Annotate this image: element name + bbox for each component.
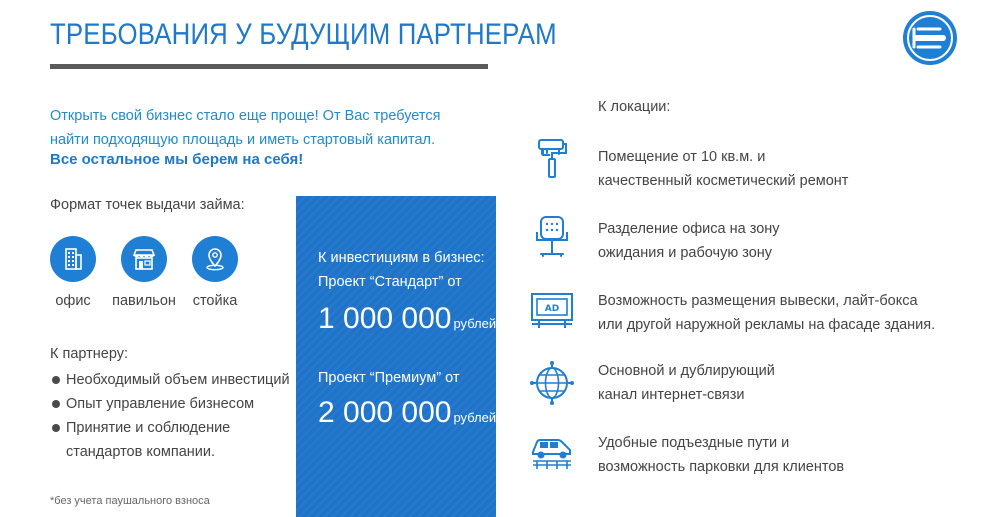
format-pavilion-label: павильон xyxy=(112,293,176,309)
svg-text:AD: AD xyxy=(544,304,560,314)
list-item: Необходимый объем инвестиций xyxy=(50,368,290,392)
intro-highlight: Все остальное мы берем на себя! xyxy=(50,151,304,168)
premium-project-label: Проект “Премиум” от xyxy=(318,370,460,386)
page-title: ТРЕБОВАНИЯ У БУДУЩИМ ПАРТНЕРАМ xyxy=(50,18,557,51)
location-item-4: Основной и дублирующий канал интернет-связи xyxy=(598,363,775,403)
list-item: Опыт управление бизнесом xyxy=(50,392,290,416)
footnote: *без учета паушального взноса xyxy=(50,495,210,507)
partner-label: К партнеру: xyxy=(50,346,129,362)
office-chair-icon xyxy=(529,214,575,260)
pavilion-icon xyxy=(131,246,157,272)
standard-project-amount: 1 000 000 рублей* xyxy=(318,302,502,335)
location-item-5: Удобные подъездные пути и возможность парковки для клиентов xyxy=(598,435,845,475)
company-logo-icon xyxy=(902,10,958,66)
location-item-1: Помещение от 10 кв.м. и качественный косметический ремонт xyxy=(598,149,849,189)
location-pin-icon xyxy=(202,246,228,272)
car-parking-icon xyxy=(529,428,575,474)
standard-project-label: Проект “Стандарт” от xyxy=(318,274,462,290)
intro-line-2: найти подходящую площадь и иметь стартовый капитал. xyxy=(50,132,436,148)
paint-roller-icon xyxy=(529,136,575,182)
list-item: Принятие и соблюдение стандартов компании. xyxy=(50,416,290,464)
premium-project-amount: 2 000 000 рублей* xyxy=(318,396,502,429)
bullet-icon xyxy=(52,376,60,384)
format-label: Формат точек выдачи займа: xyxy=(50,197,245,213)
format-office-label: офис xyxy=(55,293,91,309)
bullet-icon xyxy=(52,400,60,408)
intro-text xyxy=(50,104,440,152)
location-label: К локации: xyxy=(598,99,671,115)
bullet-icon xyxy=(52,424,60,432)
investment-heading: К инвестициям в бизнес: xyxy=(318,250,485,266)
location-item-3: Возможность размещения вывески, лайт-бокса или другой наружной рекламы на фасаде здания. xyxy=(598,293,936,333)
globe-network-icon xyxy=(529,360,575,406)
format-stand-label: стойка xyxy=(192,293,238,309)
ad-billboard-icon xyxy=(529,288,575,334)
format-stand-icon-circle xyxy=(192,236,238,282)
title-underline xyxy=(50,64,488,69)
office-building-icon xyxy=(60,246,86,272)
format-pavilion-icon-circle xyxy=(121,236,167,282)
location-item-2: Разделение офиса на зону ожидания и рабочую зону xyxy=(598,221,780,261)
format-office-icon-circle xyxy=(50,236,96,282)
investment-panel xyxy=(296,196,502,517)
partner-requirements-list xyxy=(50,368,290,464)
intro-line-1: Открыть свой бизнес стало еще проще! От Вас требуется xyxy=(50,108,441,124)
